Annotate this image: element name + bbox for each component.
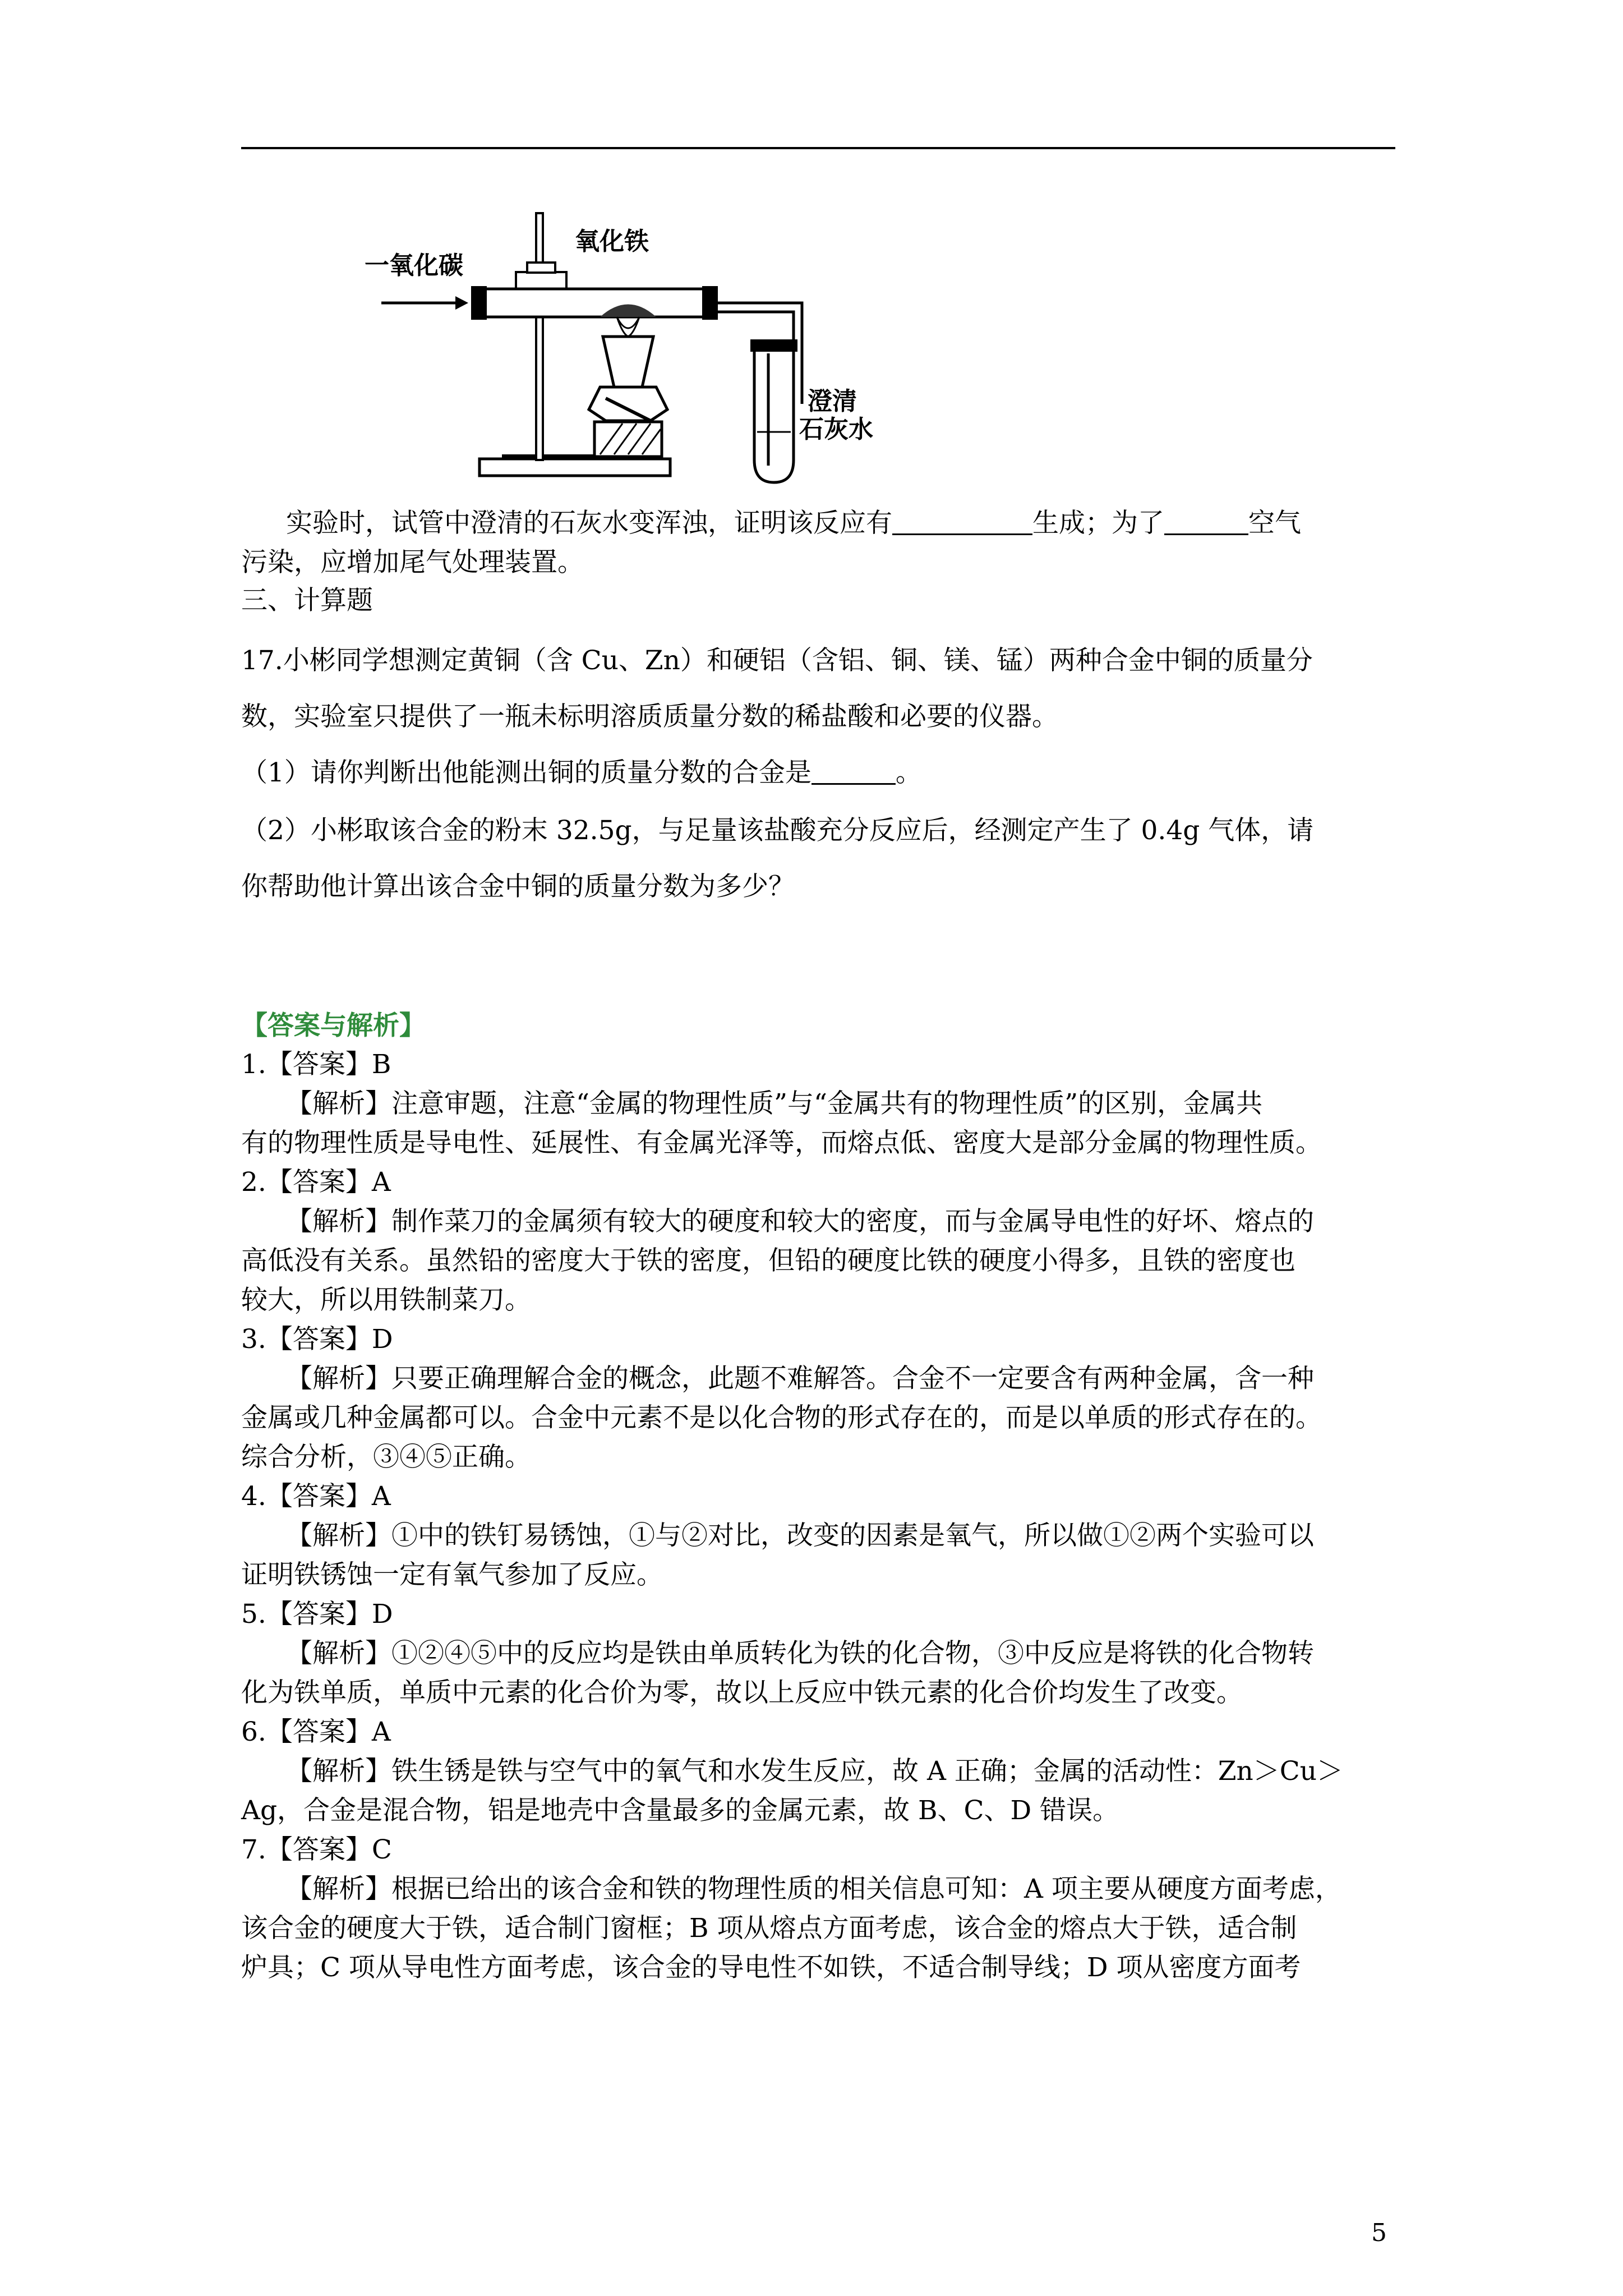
label-iron-oxide: 氧化铁: [575, 227, 649, 256]
analysis-7-line-3: 炉具；C 项从导电性方面考虑，该合金的导电性不如铁，不适合制导线；D 项从密度方面考: [241, 1952, 1301, 1983]
answers-heading: 【答案与解析】: [241, 1010, 426, 1041]
answer-blank: [811, 755, 896, 785]
glass-tube: [482, 289, 707, 317]
q17-line-1: 17.小彬同学想测定黄铜（含 Cu、Zn）和硬铝（含铝、铜、镁、锰）两种合金中铜的质量分: [241, 645, 1313, 676]
q16-line-2: 污染，应增加尾气处理装置。: [241, 547, 584, 578]
label-limewater-1: 澄清: [808, 387, 857, 416]
analysis-3-line-3: 综合分析，③④⑤正确。: [241, 1442, 531, 1473]
header-rule: [241, 147, 1395, 149]
q17-line-3: （1）请你判断出他能测出铜的质量分数的合金是 。: [241, 754, 922, 792]
label-limewater-2: 石灰水: [799, 415, 873, 444]
right-stopper: [702, 286, 718, 320]
support-block: [594, 422, 662, 457]
analysis-2-line-1: 【解析】制作菜刀的金属须有较大的硬度和较大的密度，而与金属导电性的好坏、熔点的: [286, 1206, 1314, 1237]
analysis-5-line-1: 【解析】①②④⑤中的反应均是铁由单质转化为铁的化合物，③中反应是将铁的化合物转: [286, 1638, 1314, 1669]
answer-blank: [1164, 505, 1248, 535]
q16-line-1: 实验时，试管中澄清的石灰水变浑浊，证明该反应有 生成；为了 空气: [286, 505, 1301, 542]
stand-rod: [536, 213, 543, 460]
test-tube-stopper: [750, 339, 797, 352]
analysis-4-line-1: 【解析】①中的铁钉易锈蚀，①与②对比，改变的因素是氧气，所以做①②两个实验可以: [286, 1520, 1314, 1551]
analysis-6-line-1: 【解析】铁生锈是铁与空气中的氧气和水发生反应，故 A 正确；金属的活动性：Zn＞Cu＞: [286, 1756, 1343, 1787]
answer-blank: [892, 505, 1032, 535]
analysis-3-line-2: 金属或几种金属都可以。合金中元素不是以化合物的形式存在的，而是以单质的形式存在的。: [241, 1402, 1322, 1433]
co-reduction-apparatus-figure: [359, 202, 920, 494]
q17-line-4: （2）小彬取该合金的粉末 32.5g，与足量该盐酸充分反应后，经测定产生了 0.4g 气体，请: [241, 815, 1314, 846]
q17-line-2: 数，实验室只提供了一瓶未标明溶质质量分数的稀盐酸和必要的仪器。: [241, 701, 1058, 732]
apparatus-diagram: [359, 202, 920, 494]
analysis-7-line-1: 【解析】根据已给出的该合金和铁的物理性质的相关信息可知：A 项主要从硬度方面考虑，: [286, 1874, 1341, 1904]
answer-2: 2.【答案】A: [241, 1167, 391, 1198]
analysis-6-line-2: Ag，合金是混合物，铝是地壳中含量最多的金属元素，故 B、C、D 错误。: [241, 1795, 1119, 1826]
answer-1: 1.【答案】B: [241, 1049, 391, 1080]
analysis-7-line-2: 该合金的硬度大于铁，适合制门窗框；B 项从熔点方面考虑，该合金的熔点大于铁，适合制: [241, 1913, 1297, 1944]
section-heading: 三、计算题: [241, 585, 373, 616]
analysis-1-line-2: 有的物理性质是导电性、延展性、有金属光泽等，而熔点低、密度大是部分金属的物理性质。: [241, 1128, 1322, 1158]
test-tube: [754, 342, 794, 482]
flame: [617, 317, 639, 337]
label-carbon-monoxide: 一氧化碳: [365, 251, 463, 280]
analysis-4-line-2: 证明铁锈蚀一定有氧气参加了反应。: [241, 1559, 663, 1590]
left-stopper: [471, 286, 487, 320]
stand-base: [479, 459, 670, 476]
analysis-2-line-3: 较大，所以用铁制菜刀。: [241, 1285, 531, 1315]
lamp-chimney: [603, 337, 653, 387]
q17-line-5: 你帮助他计算出该合金中铜的质量分数为多少？: [241, 871, 795, 902]
page-number: 5: [1371, 2219, 1387, 2247]
answer-6: 6.【答案】A: [241, 1717, 391, 1747]
answer-5: 5.【答案】D: [241, 1599, 393, 1630]
answer-3: 3.【答案】D: [241, 1324, 393, 1355]
answer-4: 4.【答案】A: [241, 1481, 391, 1512]
analysis-5-line-2: 化为铁单质，单质中元素的化合价为零，故以上反应中铁元素的化合价均发生了改变。: [241, 1677, 1243, 1708]
analysis-2-line-2: 高低没有关系。虽然铅的密度大于铁的密度，但铅的硬度比铁的硬度小得多，且铁的密度也: [241, 1245, 1295, 1276]
analysis-1-line-1: 【解析】注意审题，注意“金属的物理性质”与“金属共有的物理性质”的区别，金属共: [286, 1088, 1263, 1119]
analysis-3-line-1: 【解析】只要正确理解合金的概念，此题不难解答。合金不一定要含有两种金属，含一种: [286, 1363, 1314, 1394]
alcohol-lamp: [589, 387, 667, 421]
answer-7: 7.【答案】C: [241, 1834, 392, 1865]
